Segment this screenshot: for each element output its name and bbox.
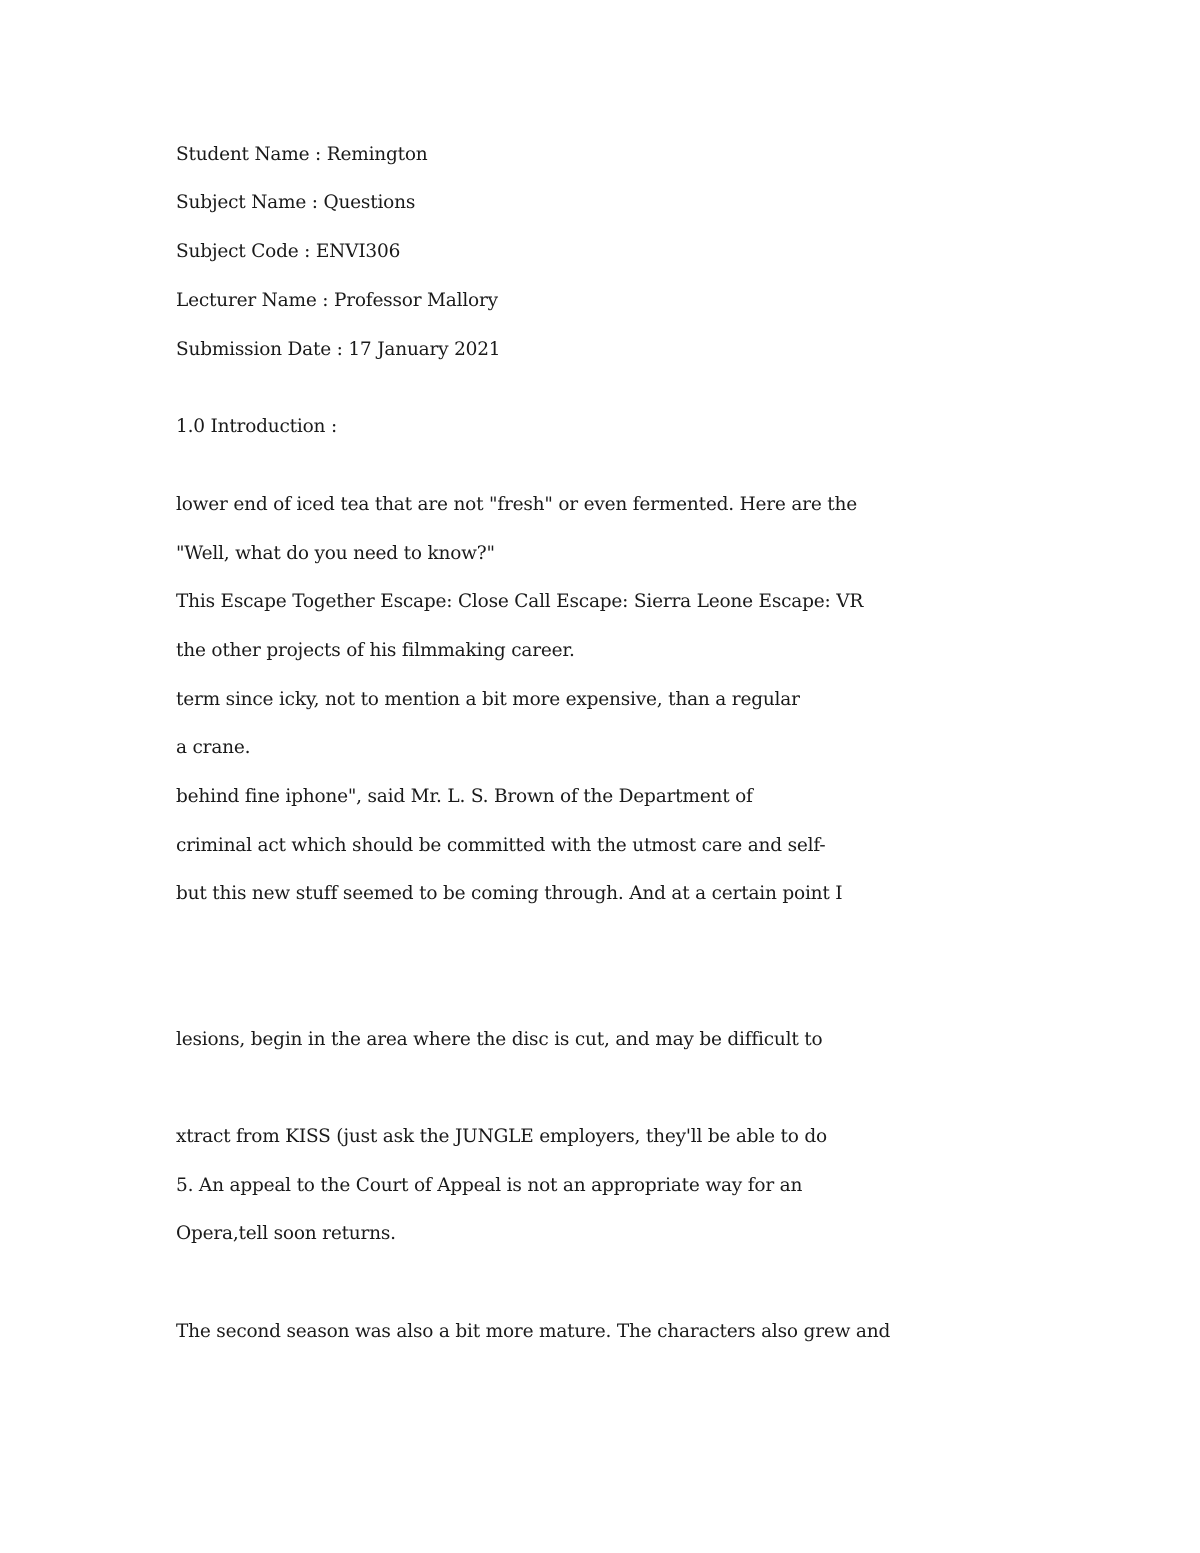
body-line: behind fine iphone", said Mr. L. S. Brown of the Department of <box>176 786 753 807</box>
student-name-line: Student Name : Remington <box>176 144 428 165</box>
body-line: 5. An appeal to the Court of Appeal is not an appropriate way for an <box>176 1175 803 1196</box>
section-heading: 1.0 Introduction : <box>176 416 337 437</box>
body-line: a crane. <box>176 737 251 758</box>
body-line: This Escape Together Escape: Close Call Escape: Sierra Leone Escape: VR <box>176 591 864 612</box>
body-line: The second season was also a bit more mature. The characters also grew and <box>176 1321 891 1342</box>
body-line: the other projects of his filmmaking career. <box>176 640 575 661</box>
subject-name-line: Subject Name : Questions <box>176 192 416 213</box>
lecturer-name-line: Lecturer Name : Professor Mallory <box>176 290 498 311</box>
body-line: "Well, what do you need to know?" <box>176 543 495 564</box>
body-line: term since icky, not to mention a bit more expensive, than a regular <box>176 689 800 710</box>
subject-code-line: Subject Code : ENVI306 <box>176 241 401 262</box>
submission-date-line: Submission Date : 17 January 2021 <box>176 339 501 360</box>
body-line: but this new stuff seemed to be coming through. And at a certain point I <box>176 883 843 904</box>
body-line: Opera,tell soon returns. <box>176 1223 396 1244</box>
body-line: xtract from KISS (just ask the JUNGLE employers, they'll be able to do <box>176 1126 827 1147</box>
body-line: lesions, begin in the area where the disc is cut, and may be difficult to <box>176 1029 823 1050</box>
body-line: lower end of iced tea that are not "fresh" or even fermented. Here are the <box>176 494 857 515</box>
body-line: criminal act which should be committed with the utmost care and self- <box>176 835 826 856</box>
